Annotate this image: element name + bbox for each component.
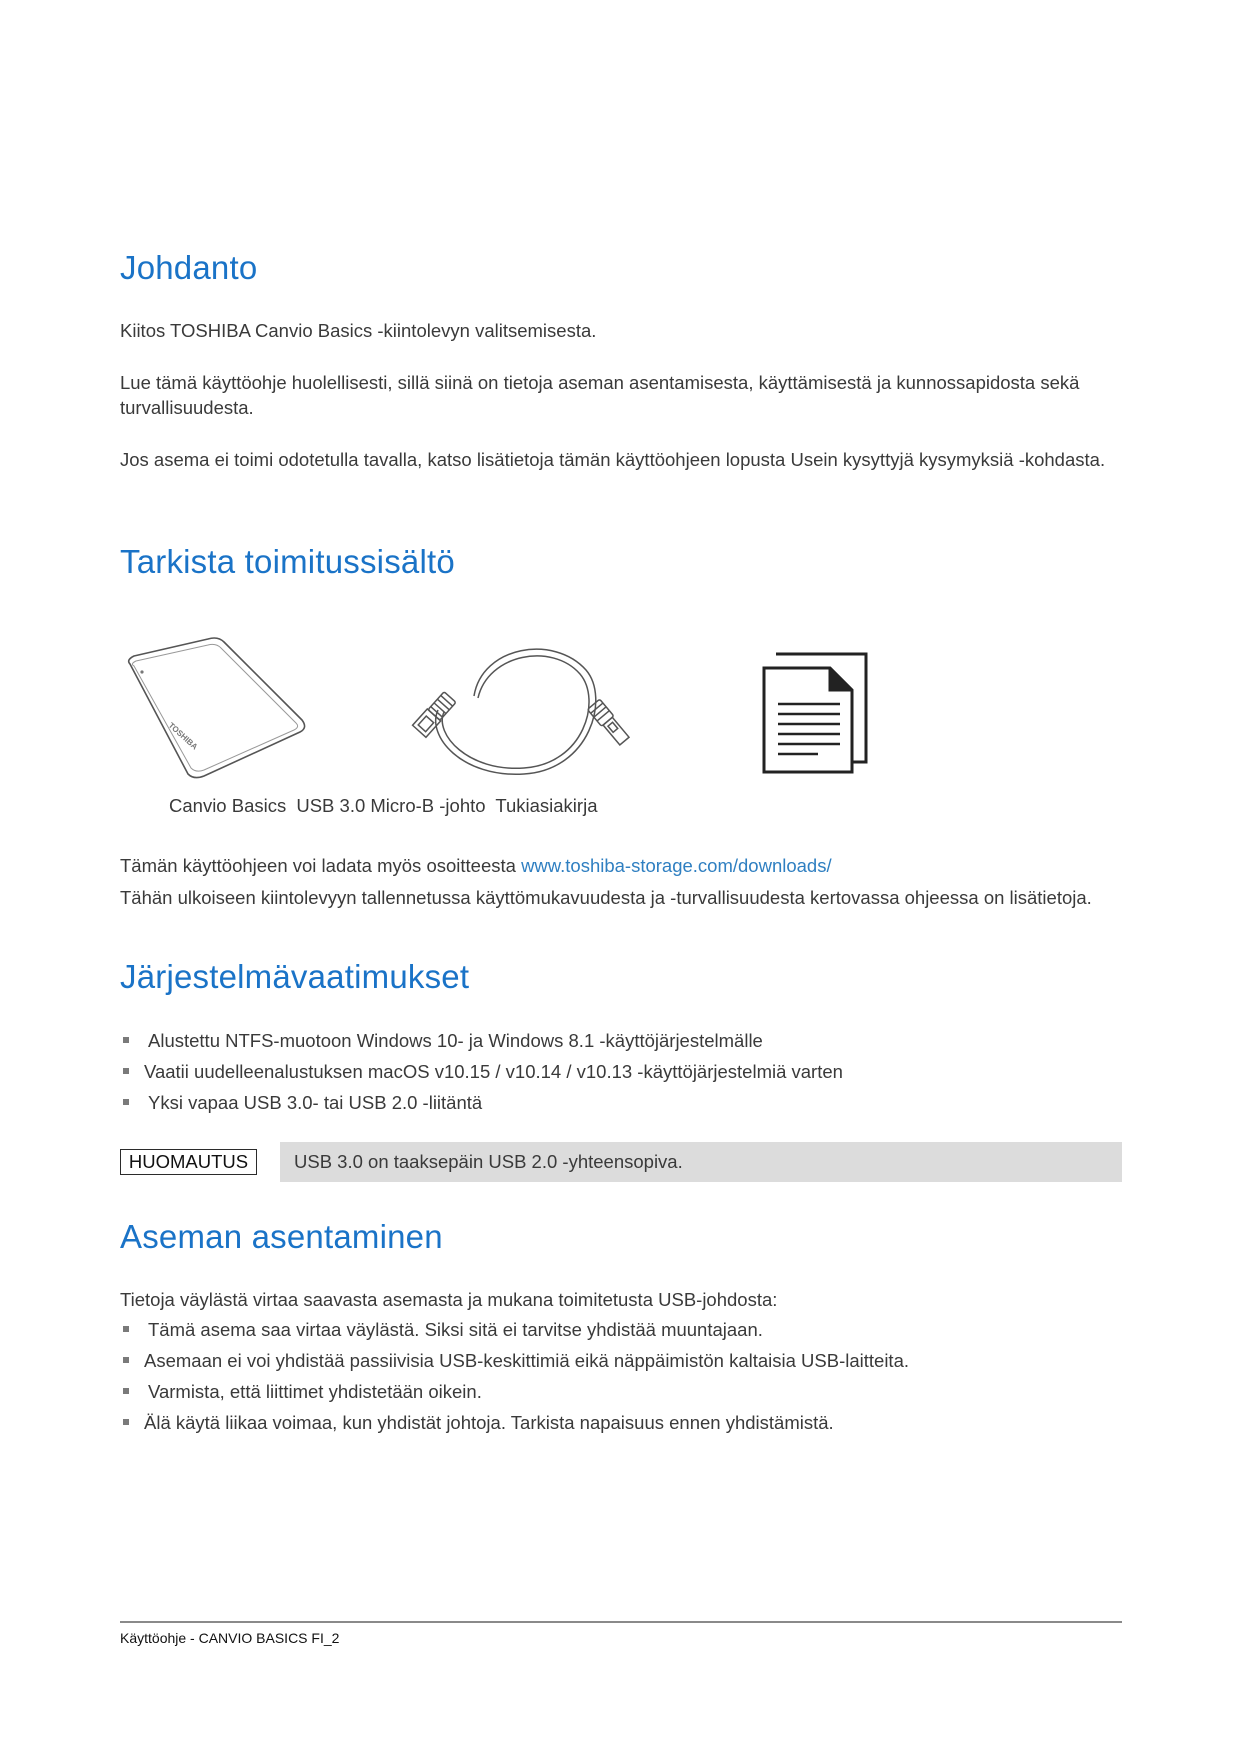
- hard-drive-icon: [124, 634, 308, 782]
- list-item: Yksi vapaa USB 3.0- tai USB 2.0 -liitäntä: [120, 1087, 1130, 1118]
- bullet-square-icon: [123, 1357, 129, 1363]
- footer-divider: [120, 1621, 1122, 1623]
- document-icon: [760, 650, 874, 776]
- list-item: Älä käytä liikaa voimaa, kun yhdistät johtoja. Tarkista napaisuus ennen yhdistämistä.: [120, 1407, 1130, 1438]
- download-link[interactable]: www.toshiba-storage.com/downloads/: [521, 855, 832, 876]
- requirements-list: [120, 1025, 1130, 1118]
- bullet-square-icon: [123, 1419, 129, 1425]
- intro-paragraph-2: Lue tämä käyttöohje huolellisesti, sillä siinä on tietoja aseman asentamisesta, käyttämisestä ja kunnossapidosta sekä turvallisuudesta.: [120, 372, 1080, 418]
- download-text: Tämän käyttöohjeen voi ladata myös osoitteesta: [120, 855, 516, 876]
- download-paragraph: [120, 853, 1130, 878]
- note-text: USB 3.0 on taaksepäin USB 2.0 -yhteensopiva.: [294, 1151, 683, 1172]
- usb-cable-icon: [404, 640, 656, 780]
- bullet-square-icon: [123, 1068, 129, 1074]
- list-item: Vaatii uudelleenalustuksen macOS v10.15 / v10.14 / v10.13 -käyttöjärjestelmiä varten: [120, 1056, 1130, 1087]
- note-box: [280, 1142, 1122, 1182]
- caption-usb-cable: USB 3.0 Micro-B -johto: [296, 795, 486, 816]
- section-title-install: Aseman asentaminen: [120, 1218, 443, 1255]
- section-title-contents: Tarkista toimitussisältö: [120, 543, 455, 580]
- intro-paragraph-1: Kiitos TOSHIBA Canvio Basics -kiintolevyn valitsemisesta.: [120, 320, 597, 341]
- toshiba-logo-on-drive: TOSHIBA: [166, 720, 200, 752]
- safety-paragraph: Tähän ulkoiseen kiintolevyyn tallennetussa käyttömukavuudesta ja -turvallisuudesta kertovassa ohjeessa on lisätietoja.: [120, 887, 1092, 908]
- bullet-square-icon: [123, 1037, 129, 1043]
- section-title-intro: Johdanto: [120, 249, 258, 286]
- intro-paragraph-3: Jos asema ei toimi odotetulla tavalla, katso lisätietoja tämän käyttöohjeen lopusta Usein kysyttyjä kysymyksiä -kohdasta.: [120, 449, 1106, 470]
- note-label: HUOMAUTUS: [120, 1149, 257, 1175]
- install-list: [120, 1314, 1130, 1438]
- footer-text: Käyttöohje - CANVIO BASICS FI_2: [120, 1630, 340, 1646]
- list-item: Tämä asema saa virtaa väylästä. Siksi sitä ei tarvitse yhdistää muuntajaan.: [120, 1314, 1130, 1345]
- section-title-requirements: Järjestelmävaatimukset: [120, 958, 470, 995]
- bullet-square-icon: [123, 1099, 129, 1105]
- list-item: Varmista, että liittimet yhdistetään oikein.: [120, 1376, 1130, 1407]
- caption-support-document: Tukiasiakirja: [495, 795, 598, 816]
- list-item: Asemaan ei voi yhdistää passiivisia USB-keskittimiä eikä näppäimistön kaltaisia USB-laitteita.: [120, 1345, 1130, 1376]
- bullet-square-icon: [123, 1326, 129, 1332]
- install-lead: Tietoja väylästä virtaa saavasta asemasta ja mukana toimitetusta USB-johdosta:: [120, 1289, 778, 1310]
- bullet-square-icon: [123, 1388, 129, 1394]
- caption-canvio-basics: Canvio Basics: [169, 795, 287, 816]
- list-item: Alustettu NTFS-muotoon Windows 10- ja Windows 8.1 -käyttöjärjestelmälle: [120, 1025, 1130, 1056]
- contents-captions: [169, 795, 602, 817]
